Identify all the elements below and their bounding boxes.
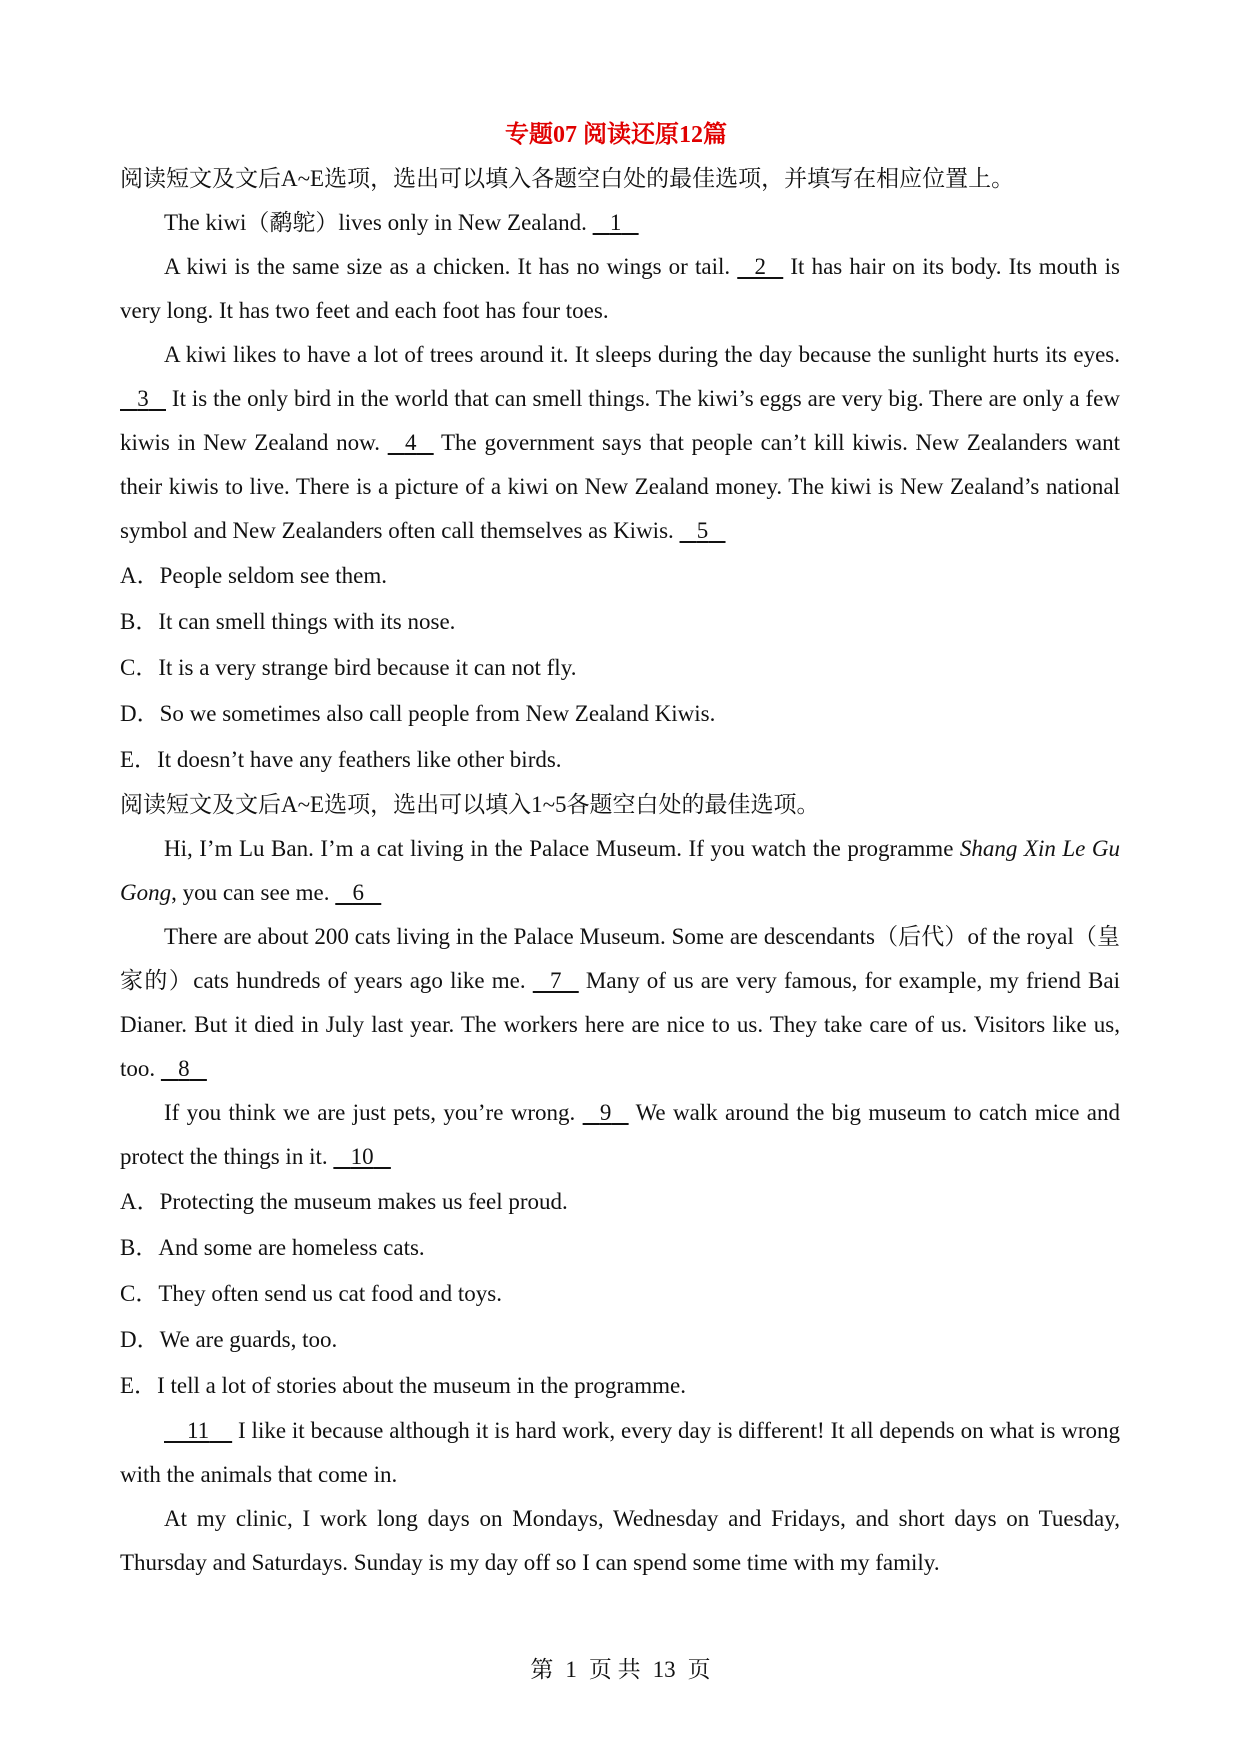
passage3-paragraph-1	[120, 1409, 1120, 1497]
blank-number: 11	[187, 1418, 210, 1443]
blank-number: 4	[404, 430, 417, 455]
footer-prefix: 第	[530, 1657, 554, 1682]
text-span: The government says that people can’t kill kiwis. New Zealanders want their kiwis to live. There is a picture of a kiwi on New Zealand money. The kiwi is New Zealand’s national symbol and New Zealanders often call themselves as Kiwis.	[120, 430, 1121, 543]
text-span: We walk around the big museum to catch mice and protect the things in it.	[120, 1100, 1120, 1169]
option-letter: C．	[120, 1281, 159, 1306]
blank-3	[120, 377, 166, 421]
footer-suffix: 页	[687, 1657, 711, 1682]
blank-number: 7	[550, 968, 562, 993]
passage2-options	[120, 1179, 1120, 1409]
passage1-options	[120, 553, 1120, 783]
option-c	[120, 1271, 1120, 1317]
programme-title: Shang Xin Le Gu Gong	[120, 836, 1120, 905]
passage1-paragraph-1	[120, 201, 1120, 245]
text-span: It has hair on its body. Its mouth is very long. It has two feet and each foot has four toes.	[120, 254, 1121, 323]
blank-number: 5	[696, 518, 709, 543]
blank-8	[161, 1047, 207, 1091]
option-b	[120, 1225, 1120, 1271]
blank-4	[388, 421, 434, 465]
option-text: People seldom see them.	[159, 563, 388, 588]
option-text: Protecting the museum makes us feel proud.	[159, 1189, 568, 1214]
blank-11	[164, 1409, 232, 1453]
option-a	[120, 553, 1120, 599]
passage1-paragraph-2	[120, 245, 1120, 333]
passage1-paragraph-3	[120, 333, 1120, 553]
option-a	[120, 1179, 1120, 1225]
footer-page-number: 1	[565, 1657, 577, 1682]
option-text: They often send us cat food and toys.	[158, 1281, 502, 1306]
text-span: A kiwi likes to have a lot of trees around it. It sleeps during the day because the sunlight hurts its eyes.	[164, 342, 1120, 367]
blank-number: 9	[599, 1100, 612, 1125]
passage2-instruction: 阅读短文及文后A~E选项，选出可以填入1~5各题空白处的最佳选项。	[120, 792, 820, 817]
passage2-paragraph-1	[120, 827, 1120, 915]
option-text: And some are homeless cats.	[158, 1235, 425, 1260]
option-letter: E．	[120, 747, 158, 772]
document-body	[120, 113, 1120, 1585]
text-span: There are about 200 cats living in the Palace Museum. Some are descendants（后代）of the royal（皇家的）cats hundreds of years ago like me.	[120, 924, 1120, 993]
option-text: It can smell things with its nose.	[158, 609, 456, 634]
text-span: A kiwi is the same size as a chicken. It has no wings or tail.	[164, 254, 731, 279]
blank-number: 6	[352, 880, 365, 905]
blank-number: 2	[754, 254, 766, 279]
blank-10	[333, 1135, 391, 1179]
footer-middle: 页 共	[588, 1657, 641, 1682]
text-span: I like it because although it is hard work, every day is different! It all depends on what is wrong with the animals that come in.	[120, 1418, 1121, 1487]
option-letter: C．	[120, 655, 159, 680]
option-letter: E．	[120, 1373, 158, 1398]
blank-7	[533, 959, 579, 1003]
text-span: , you can see me.	[171, 880, 330, 905]
option-text: We are guards, too.	[159, 1327, 338, 1352]
passage2-paragraph-3	[120, 1091, 1120, 1179]
option-letter: B．	[120, 609, 159, 634]
blank-6	[335, 871, 381, 915]
blank-5	[680, 509, 726, 553]
footer-total-pages: 13	[652, 1657, 676, 1682]
text-span: Many of us are very famous, for example, my friend Bai Dianer. But it died in July last year. The workers here are nice to us. They take care of us. Visitors like us, too.	[120, 968, 1120, 1081]
blank-2	[737, 245, 783, 289]
blank-number: 1	[609, 210, 622, 235]
option-e	[120, 1363, 1120, 1409]
blank-1	[593, 201, 639, 245]
option-letter: B．	[120, 1235, 159, 1260]
text-span: If you think we are just pets, you’re wrong.	[164, 1100, 576, 1125]
option-text: It is a very strange bird because it can not fly.	[158, 655, 577, 680]
option-d	[120, 1317, 1120, 1363]
option-letter: D．	[120, 1327, 160, 1352]
option-letter: A．	[120, 1189, 160, 1214]
option-text: I tell a lot of stories about the museum in the programme.	[157, 1373, 686, 1398]
option-e	[120, 737, 1120, 783]
page-footer	[0, 1655, 1241, 1685]
passage2-paragraph-2	[120, 915, 1120, 1091]
blank-number: 8	[178, 1056, 190, 1081]
blank-9	[583, 1091, 629, 1135]
blank-number: 10	[350, 1144, 374, 1169]
passage1-instruction: 阅读短文及文后A~E选项，选出可以填入各题空白处的最佳选项，并填写在相应位置上。	[120, 166, 1015, 191]
text-span: It is the only bird in the world that can smell things. The kiwi’s eggs are very big. There are only a few kiwis in New Zealand now.	[120, 386, 1120, 455]
option-letter: A．	[120, 563, 160, 588]
option-b	[120, 599, 1120, 645]
option-d	[120, 691, 1120, 737]
option-c	[120, 645, 1120, 691]
option-text: It doesn’t have any feathers like other birds.	[157, 747, 562, 772]
blank-number: 3	[137, 386, 149, 411]
text-span: The kiwi（鹬鸵）lives only in New Zealand.	[164, 210, 587, 235]
option-letter: D．	[120, 701, 160, 726]
passage3-paragraph-2: At my clinic, I work long days on Mondays, Wednesday and Fridays, and short days on Tuesday, Thursday and Saturdays. Sunday is my day off so I can spend some time with my family.	[120, 1506, 1120, 1575]
option-text: So we sometimes also call people from New Zealand Kiwis.	[159, 701, 716, 726]
page-title: 专题07 阅读还原12篇	[505, 122, 727, 148]
text-span: Hi, I’m Lu Ban. I’m a cat living in the Palace Museum. If you watch the programme	[164, 836, 954, 861]
